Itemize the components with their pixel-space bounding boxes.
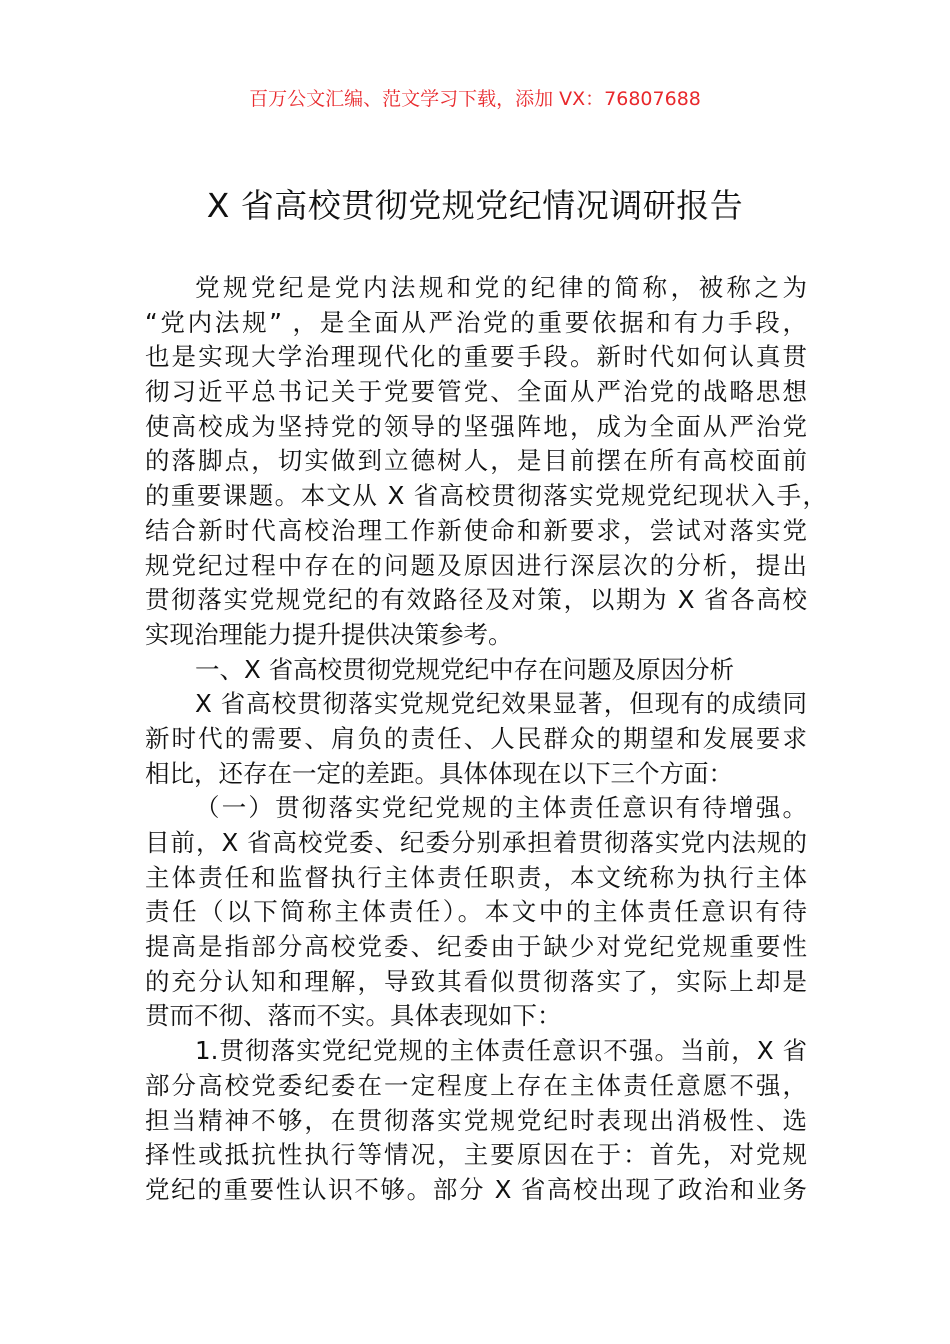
text-line: 贯彻落实党规党纪的有效路径及对策，以期为 X 省各高校: [145, 585, 807, 615]
text-line: 实现治理能力提升提供决策参考。: [145, 619, 513, 649]
text-line: 也是实现大学治理现代化的重要手段。新时代如何认真贯: [145, 342, 807, 372]
text-line: 相比，还存在一定的差距。具体体现在以下三个方面：: [145, 758, 733, 788]
text-line: 一、X 省高校贯彻党规党纪中存在问题及原因分析: [195, 654, 735, 684]
text-line: 党规党纪是党内法规和党的纪律的简称，被称之为: [195, 273, 807, 302]
text-line: X 省高校贯彻落实党规党纪效果显著，但现有的成绩同: [195, 689, 807, 719]
text-line: “党内法规” ，是全面从严治党的重要依据和有力手段，: [145, 307, 807, 337]
text-line: 的充分认知和理解，导致其看似贯彻落实了，实际上却是: [145, 966, 807, 996]
text-line: （一）贯彻落实党纪党规的主体责任意识有待增强。: [195, 793, 807, 823]
text-line: 的落脚点，切实做到立德树人，是目前摆在所有高校面前: [145, 446, 807, 476]
text-line: 部分高校党委纪委在一定程度上存在主体责任意愿不强，: [145, 1070, 807, 1100]
text-line: 的重要课题。本文从 X 省高校贯彻落实党规党纪现状入手，: [145, 481, 827, 511]
document-body: [145, 271, 827, 1208]
text-line: 新时代的需要、肩负的责任、人民群众的期望和发展要求: [145, 723, 807, 753]
text-line: 结合新时代高校治理工作新使命和新要求，尝试对落实党: [145, 515, 807, 545]
document-title: X 省高校贯彻党规党纪情况调研报告: [206, 186, 744, 225]
text-line: 党纪的重要性认识不够。部分 X 省高校出现了政治和业务: [145, 1174, 807, 1204]
text-line: 1.贯彻落实党纪党规的主体责任意识不强。当前，X 省: [195, 1036, 807, 1066]
text-line: 贯而不彻、落而不实。具体表现如下：: [145, 1001, 562, 1031]
text-line: 择性或抵抗性执行等情况，主要原因在于：首先，对党规: [145, 1140, 807, 1170]
text-line: 彻习近平总书记关于党要管党、全面从严治党的战略思想: [145, 377, 807, 407]
text-line: 目前，X 省高校党委、纪委分别承担着贯彻落实党内法规的: [145, 828, 807, 857]
text-line: 规党纪过程中存在的问题及原因进行深层次的分析，提出: [145, 550, 807, 580]
text-line: 主体责任和监督执行主体责任职责，本文统称为执行主体: [145, 862, 807, 892]
download-watermark: 百万公文汇编、范文学习下载，添加 VX：76807688: [249, 88, 701, 110]
text-line: 提高是指部分高校党委、纪委由于缺少对党纪党规重要性: [145, 932, 807, 962]
text-line: 使高校成为坚持党的领导的坚强阵地，成为全面从严治党: [145, 411, 807, 441]
text-line: 担当精神不够，在贯彻落实党规党纪时表现出消极性、选: [145, 1105, 807, 1135]
text-line: 责任（以下简称主体责任）。本文中的主体责任意识有待: [145, 897, 807, 927]
